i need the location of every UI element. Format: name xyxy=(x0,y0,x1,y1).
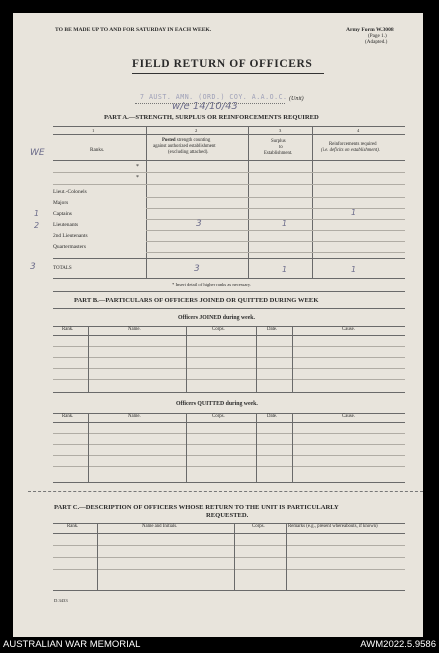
title-underline xyxy=(132,73,324,74)
part-a-bottom-rule xyxy=(53,278,405,279)
hand-reinf-total: 1 xyxy=(351,265,357,274)
col-ranks-header: Ranks. xyxy=(90,147,105,153)
col-reinf-line1: Reinforcements required xyxy=(329,142,377,147)
hand-reinf-captains: 1 xyxy=(351,208,357,217)
footer-accession-number: AWM2022.5.9586 xyxy=(360,639,436,650)
col-reinf-line2: (i.e. deficits on establishment). xyxy=(321,148,380,153)
part-a-title: PART A.—STRENGTH, SURPLUS OR REINFORCEMENTS REQUIRED xyxy=(104,114,319,121)
rank-2nd-lieutenants: 2nd Lieutenants xyxy=(53,233,88,239)
col-surplus-line3: Establishment. xyxy=(264,151,293,156)
col-num-3: 3 xyxy=(279,128,282,133)
cut-line xyxy=(28,491,423,492)
joined-title: Officers JOINED during week. xyxy=(178,315,255,321)
hand-we: WE xyxy=(30,148,45,158)
rank-lieutenants: Lieutenants xyxy=(53,222,79,228)
quitted-col-rank: Rank. xyxy=(62,414,74,419)
col-posted-line2: against authorized establishment xyxy=(153,144,216,149)
totals-label: TOTALS xyxy=(53,266,72,271)
joined-col-date: Date. xyxy=(267,327,278,332)
hand-captains-count: 1 xyxy=(34,209,40,218)
star-row-2: * xyxy=(136,175,139,181)
hand-surplus-total: 1 xyxy=(282,265,288,274)
quitted-col-name: Name. xyxy=(128,414,141,419)
joined-col-name: Name. xyxy=(128,327,141,332)
col-num-1: 1 xyxy=(92,128,95,133)
part-a-vline-1 xyxy=(146,126,147,278)
form-title: FIELD RETURN OF OFFICERS xyxy=(132,58,313,70)
col-num-2: 2 xyxy=(195,128,198,133)
hand-posted-total: 3 xyxy=(194,264,200,274)
print-code: D.3433 xyxy=(54,598,68,603)
col-num-4: 4 xyxy=(357,128,360,133)
part-b-title: PART B.—PARTICULARS OF OFFICERS JOINED OR QUITTED DURING WEEK xyxy=(74,297,319,304)
partc-col-corps: Corps. xyxy=(252,524,265,529)
quitted-col-cause: Cause. xyxy=(342,414,355,419)
part-a-footnote: * Insert detail of higher ranks as necessary. xyxy=(172,282,252,287)
form-page: (Page 1.) xyxy=(368,33,387,39)
hand-surplus-lieutenants: 1 xyxy=(282,219,288,228)
col-posted-line3: (excluding attached). xyxy=(168,150,209,155)
hand-totals-count: 3 xyxy=(30,262,36,272)
col-surplus-line2: to xyxy=(279,145,283,150)
partc-col-rank: Rank. xyxy=(67,524,79,529)
col-posted-header: Posted strength counting xyxy=(162,138,211,143)
rank-captains: Captains xyxy=(53,211,72,217)
rank-lieut-colonels: Lieut.-Colonels xyxy=(53,189,87,195)
header-note: TO BE MADE UP TO AND FOR SATURDAY IN EACH WEEK. xyxy=(55,27,212,33)
rank-quartermasters: Quartermasters xyxy=(53,244,86,250)
form-adapted: (Adapted.) xyxy=(365,39,388,45)
footer-institution: AUSTRALIAN WAR MEMORIAL xyxy=(3,639,141,650)
rank-majors: Majors xyxy=(53,200,69,206)
part-a-vline-3 xyxy=(312,126,313,278)
unit-handwriting: w/e 14/10/43 xyxy=(172,101,238,112)
part-c-title-line2: REQUESTED. xyxy=(206,512,249,519)
star-row-1: * xyxy=(136,164,139,170)
quitted-col-date: Date. xyxy=(267,414,278,419)
joined-col-cause: Cause. xyxy=(342,327,355,332)
quitted-col-corps: Corps. xyxy=(212,414,225,419)
form-number: Army Form W.3008 xyxy=(346,27,394,33)
partc-col-remarks: Remarks (e.g., present whereabouts, if known) xyxy=(288,524,378,529)
part-a-vline-2 xyxy=(248,126,249,278)
partc-col-name: Name and Initials. xyxy=(142,524,178,529)
unit-label: (Unit) xyxy=(289,96,304,102)
quitted-title: Officers QUITTED during week. xyxy=(176,401,258,407)
hand-posted-lieutenants: 3 xyxy=(196,219,202,229)
part-c-title-line1: PART C.—DESCRIPTION OF OFFICERS WHOSE RETURN TO THE UNIT IS PARTICULARLY xyxy=(54,504,339,511)
unit-stamp: 7 AUST. AMN. (ORD.) COY. A.A.O.C. xyxy=(140,93,288,101)
joined-col-rank: Rank. xyxy=(62,327,74,332)
unit-line xyxy=(135,103,285,104)
part-a-top-rule xyxy=(53,126,405,127)
joined-col-corps: Corps. xyxy=(212,327,225,332)
col-surplus-line1: Surplus xyxy=(271,139,286,144)
hand-lieutenants-count: 2 xyxy=(34,221,40,230)
